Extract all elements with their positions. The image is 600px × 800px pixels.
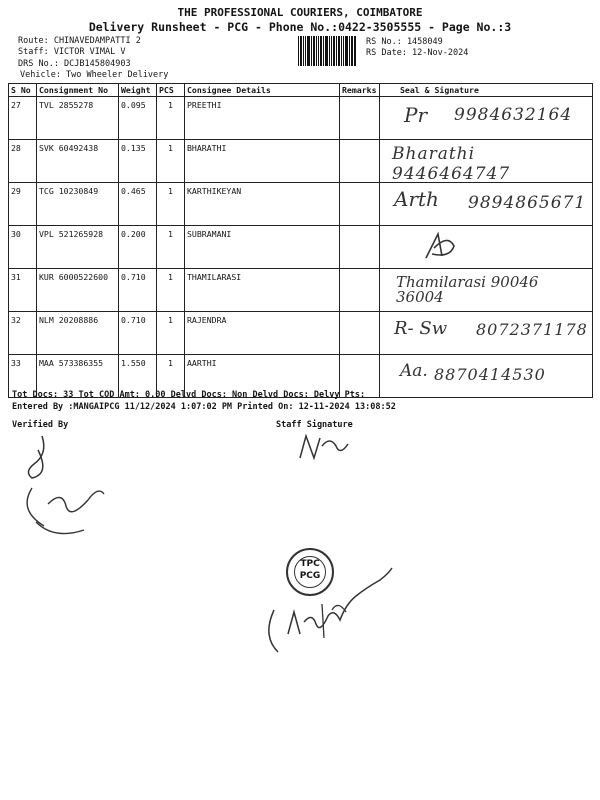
cell-remarks — [340, 269, 380, 312]
vehicle-field: Vehicle: Two Wheeler Delivery — [20, 70, 169, 80]
col-consignee-header: Consignee Details — [185, 84, 340, 97]
cell-consignee: PREETHI — [185, 97, 340, 140]
cell-pcs: 1 — [157, 97, 185, 140]
cell-consignee: RAJENDRA — [185, 312, 340, 355]
col-sno-header: S No — [9, 84, 37, 97]
runsheet-table — [8, 83, 593, 398]
cell-pcs: 1 — [157, 226, 185, 269]
cell-signature — [380, 97, 593, 140]
cell-sno: 27 — [9, 97, 37, 140]
cell-weight: 0.200 — [119, 226, 157, 269]
cell-pcs: 1 — [157, 183, 185, 226]
col-signature-header: Seal & Signature — [380, 84, 593, 97]
totals-line: Tot Docs: 33 Tot COD Amt: 0.00 Delvd Docs: Non Delvd Docs: Delvy Pts: — [12, 390, 366, 400]
cell-remarks — [340, 183, 380, 226]
cell-signature — [380, 140, 593, 183]
cell-weight: 1.550 — [119, 355, 157, 398]
route-field: Route: CHINAVEDAMPATTI 2 — [18, 36, 141, 46]
cell-remarks — [340, 312, 380, 355]
cell-consignee: SUBRAMANI — [185, 226, 340, 269]
cell-pcs: 1 — [157, 355, 185, 398]
cell-sno: 29 — [9, 183, 37, 226]
cell-remarks — [340, 226, 380, 269]
staff-field: Staff: VICTOR VIMAL V — [18, 47, 126, 57]
signature-text: 8072371178 — [476, 320, 588, 339]
stamp-top-text: TPC — [300, 559, 320, 569]
signature-text: 8870414530 — [434, 365, 546, 384]
cell-consignment: TCG 10230849 — [37, 183, 119, 226]
cell-signature — [380, 226, 593, 269]
signature-text: Thamilarasi 90046 36004 — [396, 273, 539, 306]
signature-mark: Pr — [404, 103, 428, 127]
company-title: THE PROFESSIONAL COURIERS, COIMBATORE — [177, 6, 423, 19]
cell-consignee: KARTHIKEYAN — [185, 183, 340, 226]
cell-weight: 0.465 — [119, 183, 157, 226]
cell-sno: 32 — [9, 312, 37, 355]
barcode-image — [298, 36, 356, 66]
cell-weight: 0.095 — [119, 97, 157, 140]
cell-consignment: TVL 2855278 — [37, 97, 119, 140]
col-remarks-header: Remarks — [340, 84, 380, 97]
cell-sno: 31 — [9, 269, 37, 312]
signature-text: 9894865671 — [468, 193, 587, 213]
cell-consignment: NLM 20208886 — [37, 312, 119, 355]
table-header-row — [9, 84, 593, 97]
cell-sno: 33 — [9, 355, 37, 398]
signature-mark: R- Sw — [394, 318, 448, 339]
cell-remarks — [340, 97, 380, 140]
cell-weight: 0.710 — [119, 312, 157, 355]
verified-signature-scribble — [14, 430, 114, 545]
staff-signature-label: Staff Signature — [276, 420, 353, 430]
col-pcs-header: PCS — [157, 84, 185, 97]
cell-remarks — [340, 140, 380, 183]
rs-number-field: RS No.: 1458049 — [366, 37, 443, 47]
col-weight-header: Weight — [119, 84, 157, 97]
cell-consignee: BHARATHI — [185, 140, 340, 183]
table-row — [9, 312, 593, 355]
staff-signature-scribble — [296, 430, 356, 464]
cell-consignee: AARTHI — [185, 355, 340, 398]
cell-weight: 0.135 — [119, 140, 157, 183]
cell-sno: 30 — [9, 226, 37, 269]
signature-text: 9984632164 — [454, 105, 573, 125]
table-row — [9, 183, 593, 226]
table-row — [9, 97, 593, 140]
table-row — [9, 140, 593, 183]
cell-weight: 0.710 — [119, 269, 157, 312]
signature-mark: Arth — [394, 187, 439, 211]
cell-consignee: THAMILARASI — [185, 269, 340, 312]
cell-consignment: KUR 6000522600 — [37, 269, 119, 312]
stamp-bottom-text: PCG — [299, 571, 321, 581]
table-row — [9, 269, 593, 312]
signature-mark: Aa. — [400, 361, 428, 381]
drs-number-field: DRS No.: DCJB145804903 — [18, 59, 131, 69]
cell-signature — [380, 355, 593, 398]
table-row — [9, 226, 593, 269]
signature-scribble — [420, 228, 460, 264]
cell-pcs: 1 — [157, 140, 185, 183]
signature-text: Bharathi 9446464747 — [392, 144, 511, 184]
runsheet-subtitle: Delivery Runsheet - PCG - Phone No.:0422-3505555 - Page No.:3 — [88, 20, 512, 34]
verified-by-label: Verified By — [12, 420, 69, 430]
cell-consignment: SVK 60492438 — [37, 140, 119, 183]
cell-signature — [380, 269, 593, 312]
entered-by-line: Entered By :MANGAIPCG 11/12/2024 1:07:02 PM Printed On: 12-11-2024 13:08:52 — [12, 402, 396, 412]
bottom-signature-scribble — [262, 560, 402, 660]
cell-consignment: MAA 573386355 — [37, 355, 119, 398]
cell-sno: 28 — [9, 140, 37, 183]
cell-pcs: 1 — [157, 312, 185, 355]
cell-pcs: 1 — [157, 269, 185, 312]
cell-signature — [380, 312, 593, 355]
cell-consignment: VPL 521265928 — [37, 226, 119, 269]
col-consignment-header: Consignment No — [37, 84, 119, 97]
rs-date-field: RS Date: 12-Nov-2024 — [366, 48, 469, 58]
cell-signature — [380, 183, 593, 226]
